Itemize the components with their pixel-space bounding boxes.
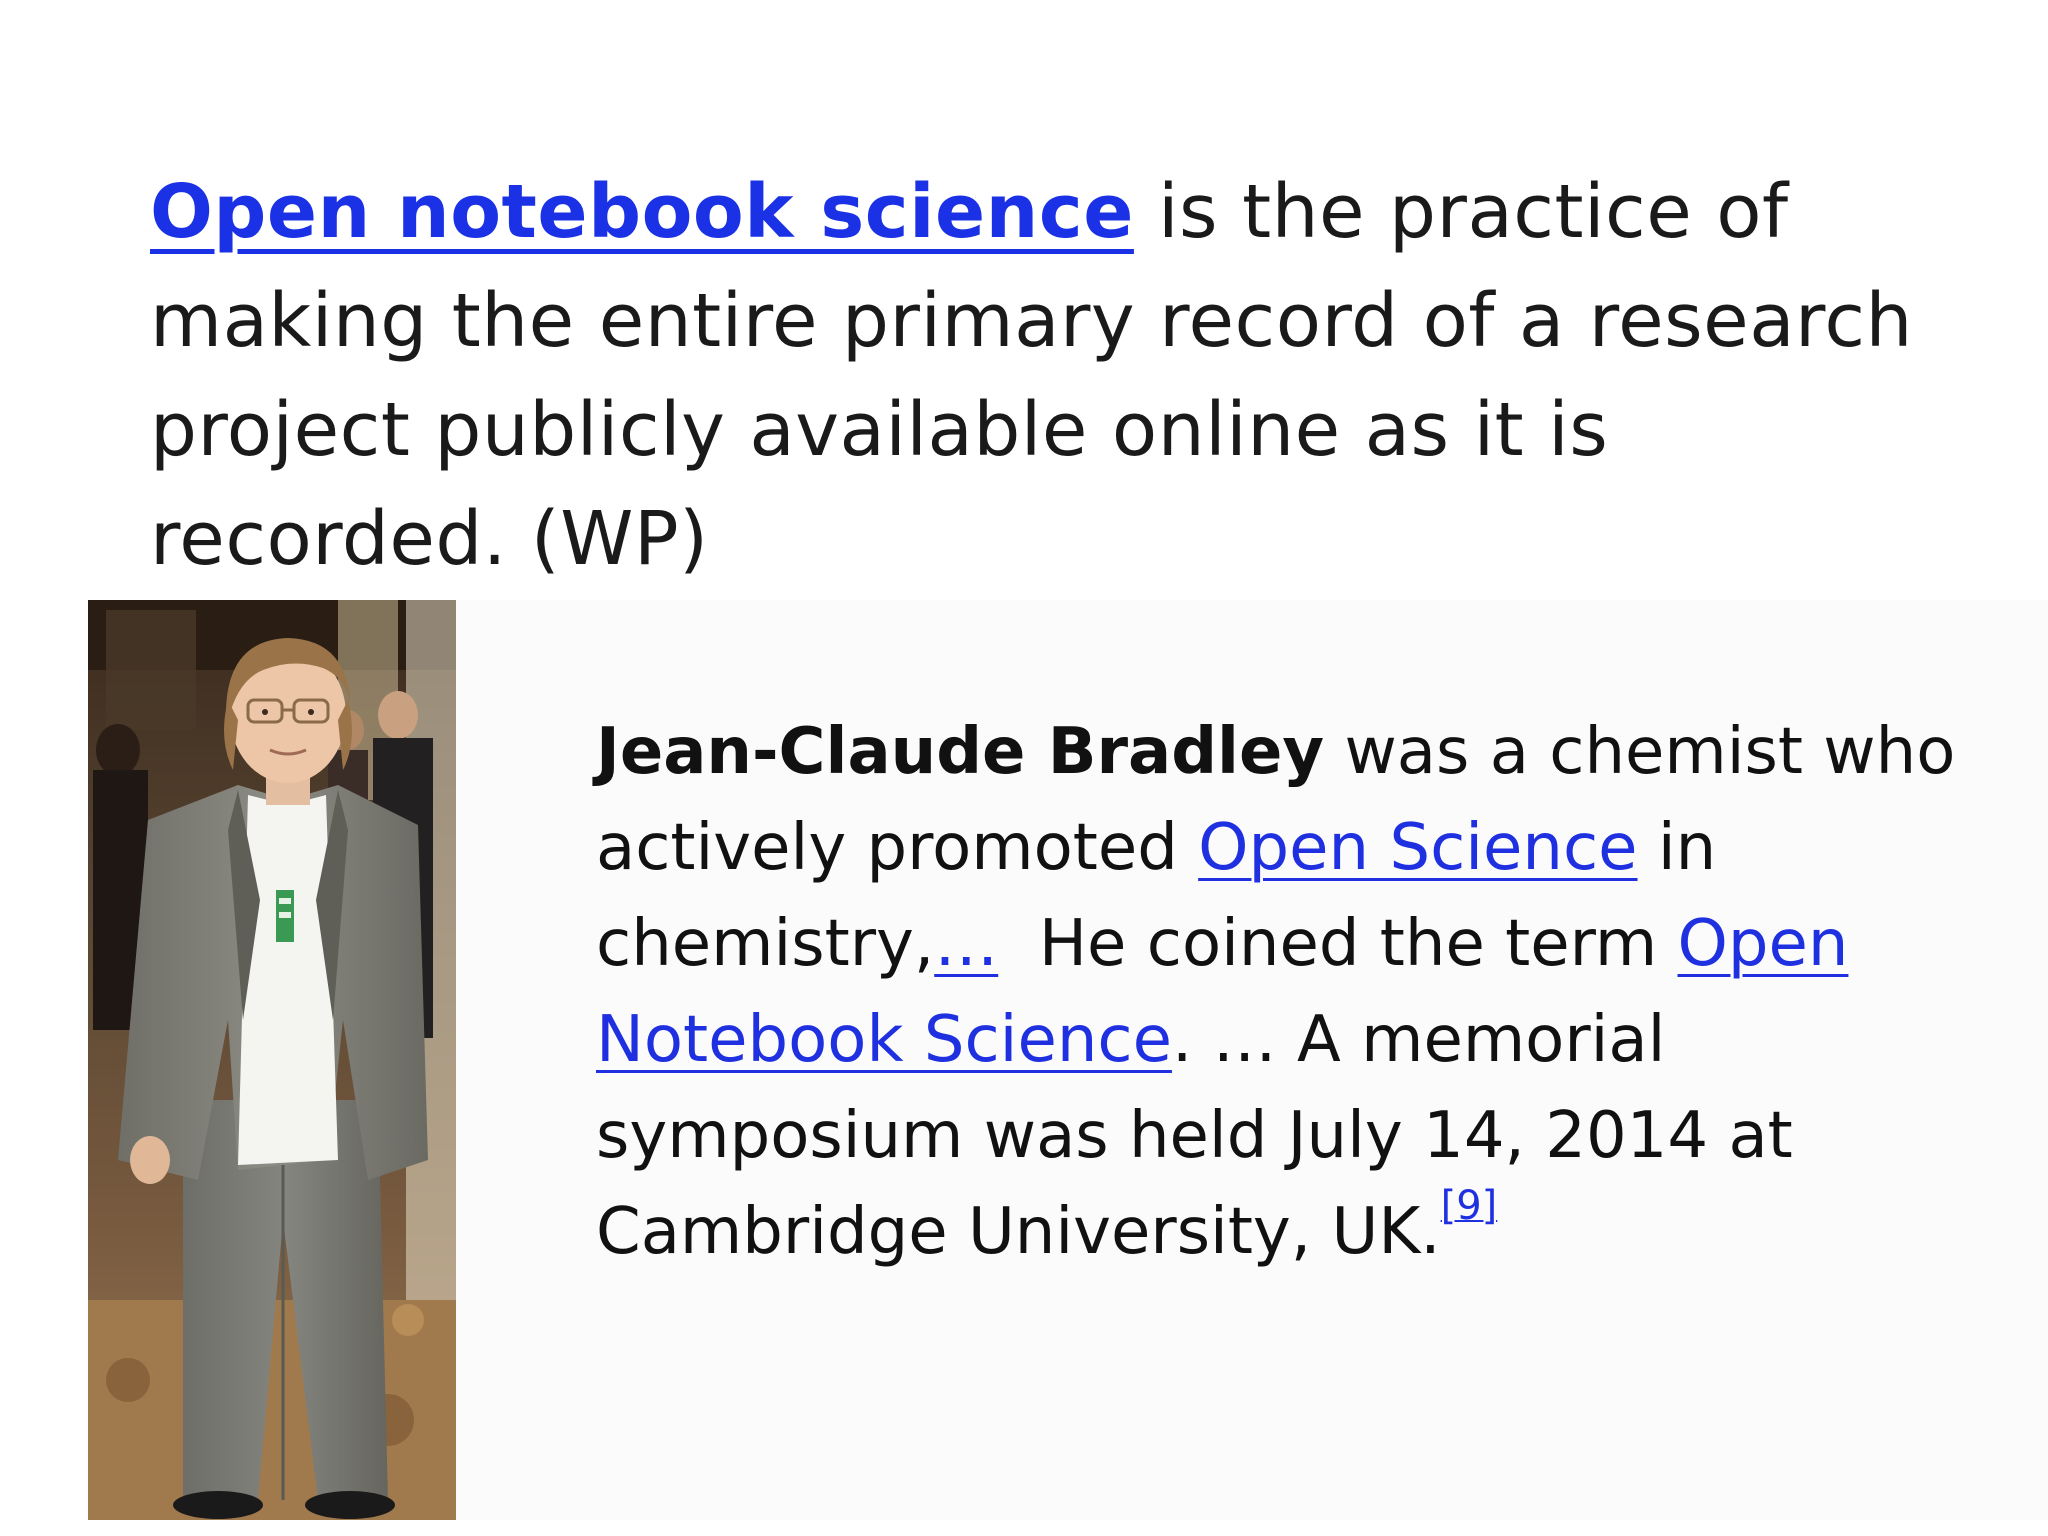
bio-paragraph — [596, 704, 1976, 1280]
person-name: Jean-Claude Bradley — [596, 715, 1325, 789]
open-notebook-science-link[interactable]: Open notebook science — [150, 169, 1134, 255]
citation-link[interactable]: [9] — [1440, 1183, 1498, 1229]
bio-text-2: in chemistry, — [596, 811, 1717, 981]
ellipsis-link[interactable]: … — [934, 907, 999, 981]
open-notebook-science-term-link[interactable]: Open Notebook Science — [596, 907, 1849, 1077]
bio-text-1: was a chemist who actively promoted — [596, 715, 1956, 885]
open-science-link[interactable]: Open Science — [1198, 811, 1638, 885]
bio-text-4: . … A memorial symposium was held July 14, 2014 at Cambridge University, UK. — [596, 1003, 1793, 1269]
bio-text-3: He coined the term — [998, 907, 1678, 981]
intro-paragraph — [150, 158, 1930, 594]
portrait-photo — [88, 600, 456, 1520]
intro-text: is the practice of making the entire primary record of a research project publicly available online as it is recorded. (WP) — [150, 169, 1913, 582]
